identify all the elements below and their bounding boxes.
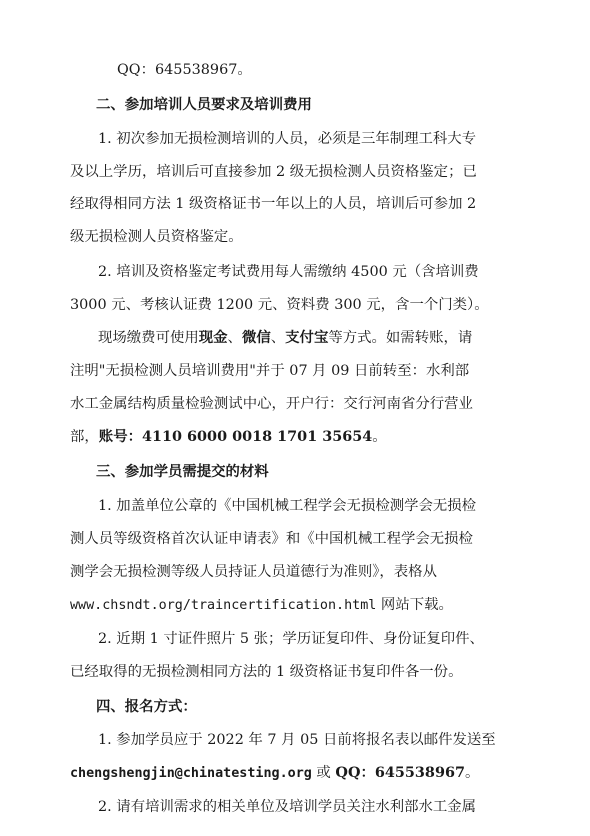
section2-p3-line2: 注明"无损检测人员培训费用"并于 07 月 09 日前转至：水利部 (70, 363, 470, 379)
sep2: 、 (270, 330, 286, 346)
section2-p1-line2: 及以上学历，培训后可直接参加 2 级无损检测人员资格鉴定；已 (70, 164, 477, 180)
section2-p2-line1: 2. 培训及资格鉴定考试费用每人需缴纳 4500 元（含培训费 (98, 264, 479, 280)
section2-heading: 二、参加培训人员要求及培训费用 (96, 96, 312, 113)
section4-p1-line1: 1. 参加学员应于 2022 年 7 月 05 日前将报名表以邮件发送至 (98, 732, 496, 748)
payment-intro: 现场缴费可使用 (98, 330, 199, 346)
payment-alipay: 支付宝 (285, 329, 329, 346)
section4-p1-line2 (70, 763, 590, 784)
or-text: 或 (311, 765, 336, 781)
download-text: 网站下载。 (376, 597, 453, 613)
payment-wechat: 微信 (241, 329, 271, 346)
section3-heading: 三、参加学员需提交的材料 (96, 463, 269, 480)
account-number: 账号：4110 6000 0018 1701 35654 (98, 428, 373, 445)
period: 。 (465, 765, 480, 781)
section2-p2-line2: 3000 元、考核认证费 1200 元、资料费 300 元，含一个门类）。 (70, 297, 489, 313)
section4-heading: 四、报名方式： (96, 698, 197, 715)
section3-p2-line2: 已经取得的无损检测相同方法的 1 级资格证书复印件各一份。 (70, 664, 463, 680)
section2-p3-line1 (98, 328, 590, 348)
section2-p3-line4 (70, 427, 590, 447)
section2-p1-line4: 级无损检测人员资格鉴定。 (70, 229, 243, 245)
section4-p2-line1: 2. 请有培训需求的相关单位及培训学员关注水利部水工金属 (98, 799, 477, 815)
section3-p1-line1: 1. 加盖单位公章的《中国机械工程学会无损检测学会无损检 (98, 498, 477, 514)
section3-p2-line1: 2. 近期 1 寸证件照片 5 张；学历证复印件、身份证复印件、 (98, 631, 484, 647)
contact-email[interactable]: chengshengjin@chinatesting.org (70, 766, 312, 781)
qq-line: QQ：645538967。 (117, 62, 252, 78)
section3-p1-line3: 测学会无损检测等级人员持证人员道德行为准则》，表格从 (70, 564, 437, 580)
period: 。 (372, 429, 387, 445)
section2-p3-line3: 水工金属结构质量检验测试中心，开户行：交行河南省分行营业 (70, 396, 473, 412)
download-url[interactable]: www.chsndt.org/traincertification.html (70, 598, 377, 613)
section3-p1-line2: 测人员等级资格首次认证申请表》和《中国机械工程学会无损检 (70, 531, 473, 547)
branch-suffix: 部， (70, 429, 99, 445)
sep1: 、 (227, 330, 242, 346)
payment-rest: 等方式。如需转账，请 (328, 330, 473, 346)
contact-qq: QQ：645538967 (335, 764, 465, 781)
section2-p1-line1: 1. 初次参加无损检测培训的人员，必须是三年制理工科大专 (98, 131, 477, 147)
section2-p1-line3: 经取得相同方法 1 级资格证书一年以上的人员，培训后可参加 2 (70, 196, 477, 212)
payment-cash: 现金 (198, 329, 228, 346)
section3-p1-line4 (70, 595, 590, 616)
